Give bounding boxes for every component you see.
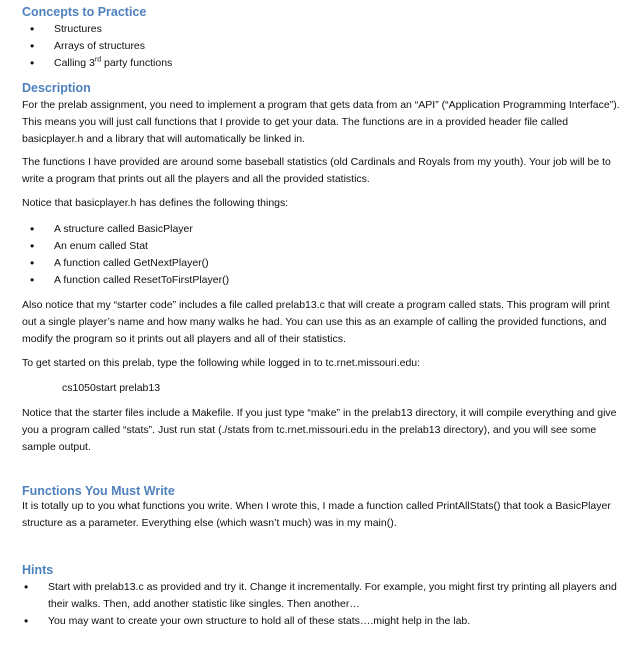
concepts-list bbox=[30, 21, 620, 72]
functions-heading: Functions You Must Write bbox=[22, 484, 175, 498]
concepts-heading: Concepts to Practice bbox=[22, 5, 147, 19]
description-paragraph-4: Also notice that my “starter code” includes a file called prelab13.c that will create a program called stats. This program will print out a single player’s name and how many walks he had. You can use this as an example of calling the provided functions, and modify the program so it prints out all players and all of their statistics. bbox=[22, 299, 610, 345]
bullet-icon: • bbox=[24, 580, 29, 594]
description-heading: Description bbox=[22, 81, 91, 95]
hints-heading: Hints bbox=[22, 563, 54, 577]
bullet-icon: • bbox=[30, 22, 35, 36]
description-paragraph-1: For the prelab assignment, you need to implement a program that gets data from an “API” (“Application Programming Interface”). This means you will just call functions that I provide to get your data. The functions are in a provided header file called basicplayer.h and a library that will automatically be linked in. bbox=[22, 99, 620, 145]
starter-command: cs1050start prelab13 bbox=[62, 382, 161, 394]
hints-item: • Start with prelab13.c as provided and try it. Change it incrementally. For example, you might first try printing all players and their walks. Then, add another statistic like singles. Then another… bbox=[24, 580, 617, 610]
definitions-item: • A function called ResetToFirstPlayer() bbox=[30, 273, 230, 287]
bullet-icon: • bbox=[30, 222, 35, 236]
definitions-item: • A function called GetNextPlayer() bbox=[30, 256, 209, 270]
concepts-item-structures: • Structures bbox=[30, 22, 102, 36]
hints-list bbox=[24, 579, 622, 630]
bullet-icon: • bbox=[30, 239, 35, 253]
functions-paragraph: It is totally up to you what functions you write. When I wrote this, I made a function called PrintAllStats() that took a BasicPlayer structure as a parameter. Everything else (which wasn’t much) was in my main(). bbox=[22, 500, 611, 529]
concepts-item-arrays: • Arrays of structures bbox=[30, 39, 146, 53]
bullet-icon: • bbox=[24, 614, 29, 628]
bullet-icon: • bbox=[30, 56, 35, 70]
definitions-item: • A structure called BasicPlayer bbox=[30, 222, 193, 236]
bullet-icon: • bbox=[30, 273, 35, 287]
bullet-icon: • bbox=[30, 39, 35, 53]
description-paragraph-3: Notice that basicplayer.h has defines the following things: bbox=[22, 197, 289, 209]
definitions-list bbox=[30, 221, 620, 289]
bullet-icon: • bbox=[30, 256, 35, 270]
concepts-item-calling: • Calling 3rd party functions bbox=[30, 56, 173, 70]
description-paragraph-6: Notice that the starter files include a Makefile. If you just type “make” in the prelab13 directory, it will compile everything and give you a program called “stats”. Just run stat (./stats from tc.rnet.missouri.edu in the prelab13 directory), and you will see some sample output. bbox=[22, 407, 617, 453]
description-paragraph-5: To get started on this prelab, type the following while logged in to tc.rnet.missouri.edu: bbox=[22, 357, 421, 369]
definitions-item: • An enum called Stat bbox=[30, 239, 148, 253]
description-paragraph-2: The functions I have provided are around some baseball statistics (old Cardinals and Royals from my youth). Your job will be to write a program that prints out all the players and all the provided statistics. bbox=[22, 156, 611, 185]
hints-item: • You may want to create your own structure to hold all of these stats….might help in the lab. bbox=[24, 614, 471, 628]
